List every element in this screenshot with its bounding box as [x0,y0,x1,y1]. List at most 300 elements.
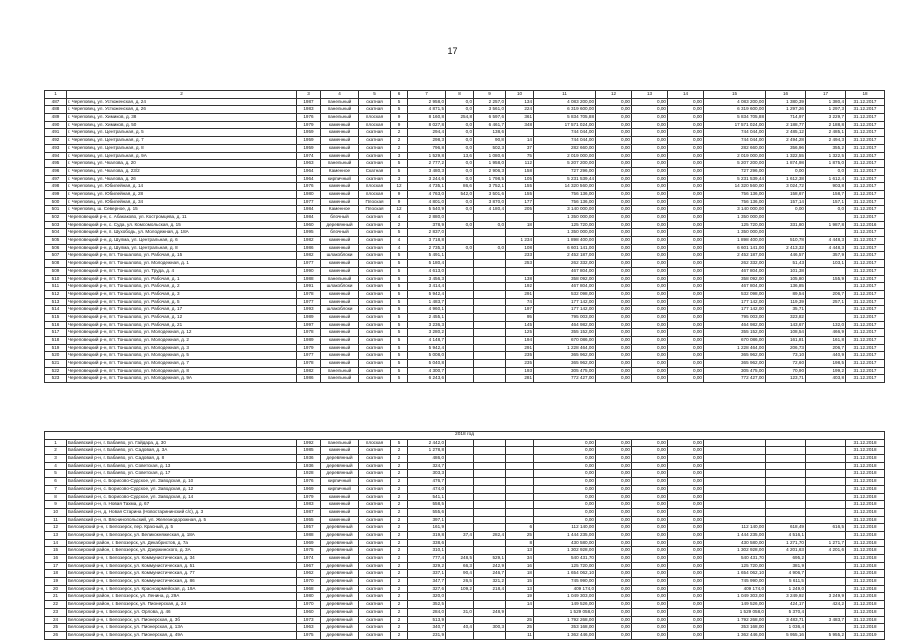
table-cell [446,547,474,555]
table-cell: 31.12.2018 [846,524,885,532]
table-cell: каменный [321,352,359,360]
table-row [45,344,885,352]
table-cell: 31.12.2017 [846,175,885,183]
table-cell: 467 804,00 [704,283,766,291]
table-cell: панельный [321,275,359,283]
table-cell: 10 [45,508,67,516]
table-row [45,470,885,478]
table-cell: 5 [391,329,408,337]
table-cell: 5 [391,306,408,314]
table-cell: 31.12.2018 [846,478,885,486]
table-cell: 0,00 [632,462,668,470]
table-cell: 14 [506,137,534,145]
table-cell: 95 [506,313,534,321]
table-cell: 2 [391,631,408,639]
table-cell [806,585,846,593]
table-cell: 31.12.2017 [846,144,885,152]
table-cell: 0,00 [596,555,632,563]
table-row [45,539,885,547]
table-cell: 31.12.2017 [846,152,885,160]
table-cell: 254,8 [446,114,474,122]
table-cell: 5 207 200,00 [534,160,596,168]
table-cell: 0,00 [596,290,632,298]
column-number-cell: 9 [474,91,506,99]
table-cell: 1 278,8 [408,447,446,455]
table-row [45,439,885,447]
table-cell: 0,00 [596,183,632,191]
table-cell: 1960 [297,221,321,229]
table-cell: 0,00 [596,283,632,291]
table-cell: 2 [391,508,408,516]
table-cell: 430 580,00 [534,539,596,547]
table-cell [446,352,474,360]
table-cell: 262 332,00 [704,260,766,268]
table-cell: г. Череповец, ул. Центральная, д. 7 [67,137,297,145]
table-cell: Череповецкий р-н, пгт. Тоншалово, ул. Молодежная, д. 9А [67,375,297,383]
table-cell: 0,00 [632,244,668,252]
table-cell: 490 [45,121,67,129]
table-cell: 177 142,00 [704,298,766,306]
table-cell: 1985 [297,447,321,455]
table-cell: 1959 [297,137,321,145]
table-cell: 134 [506,98,534,106]
table-cell: 112 140,00 [534,524,596,532]
table-cell: 1 654 062,10 [534,570,596,578]
table-cell: 31.12.2017 [846,129,885,137]
table-cell: 540 431,70 [704,555,766,563]
table-cell [806,455,846,463]
table-cell: шлакоблоки [321,283,359,291]
table-cell: 0,00 [596,570,632,578]
table-cell: 430 580,00 [704,539,766,547]
table-cell: 125 720,00 [704,562,766,570]
table-cell: 0,00 [596,198,632,206]
table-cell [806,555,846,563]
table-cell: 2 188,77 [766,121,806,129]
table-cell: 355 152,00 [704,329,766,337]
housing-table-2018 [44,431,885,640]
table-cell [506,447,534,455]
table-cell: 0,00 [668,478,704,486]
table-cell: 0,00 [632,321,668,329]
table-cell: 1982 [297,367,321,375]
table-cell: 1 080,6 [474,152,506,160]
table-cell: 1974 [297,555,321,563]
table-cell: 3 229,7 [806,114,846,122]
table-cell: 0,00 [668,493,704,501]
table-cell [446,321,474,329]
table-cell: плоская [359,121,391,129]
table-cell: 6 597,6 [474,114,506,122]
table-cell: 246,7 [474,570,506,578]
table-cell: 0,00 [632,306,668,314]
table-cell: 0,00 [766,167,806,175]
table-cell: 1 529,8 [408,152,446,160]
table-cell [766,470,806,478]
table-cell: 0,00 [668,524,704,532]
table-cell: 1983 [297,106,321,114]
table-cell: 1976 [297,183,321,191]
table-cell: 355 152,00 [534,329,596,337]
table-cell: 138 [506,275,534,283]
table-cell: 31.12.2017 [846,198,885,206]
table-cell [474,298,506,306]
table-cell: 31.12.2017 [846,290,885,298]
table-cell: 0,00 [534,493,596,501]
table-cell: Бабаевский р-н, г. Бабаево, ул. Гайдара, д. 30 [67,439,297,447]
table-cell: 0,00 [534,439,596,447]
table-cell: 0,00 [668,562,704,570]
table-cell: 2 [45,447,67,455]
table-cell: 1970 [297,601,321,609]
table-cell: 358 092,00 [534,275,596,283]
table-cell: 467 804,00 [534,283,596,291]
table-row [45,601,885,609]
table-cell [766,478,806,486]
table-cell: 1983 [297,501,321,509]
table-cell: 31.12.2018 [846,493,885,501]
table-row [45,121,885,129]
table-cell: 338,6 [408,539,446,547]
table-cell [446,516,474,524]
table-cell: 16 [45,555,67,563]
table-cell: г. Череповец, ул. Химиков, д. 50 [67,121,297,129]
table-cell: Белозерский р-н, г. Белозерск, ул. Коммунистическая, д. 77 [67,570,297,578]
table-cell: скатная [359,375,391,383]
table-cell: 31.12.2017 [846,306,885,314]
table-cell: 505 [45,237,67,245]
table-cell: Череповецкий р-н, д. Шулма, ул. Центральная, д. 8 [67,244,297,252]
table-cell [474,539,506,547]
table-cell: 31.12.2017 [846,298,885,306]
table-row [45,462,885,470]
table-cell: деревянный [321,578,359,586]
table-cell: 37 [506,144,534,152]
table-cell: 381,9 [766,562,806,570]
table-cell: 31.12.2017 [846,260,885,268]
table-row [45,267,885,275]
column-number-cell: 1 [45,91,67,99]
table-cell: 1978 [297,290,321,298]
table-cell [446,462,474,470]
table-cell: 0,00 [668,237,704,245]
table-cell [446,290,474,298]
table-cell: г. Череповец, ул. Юбилейная, д. 34 [67,198,297,206]
table-cell: 502,3 [474,144,506,152]
table-cell: скатная [359,493,391,501]
table-cell: 0,00 [632,447,668,455]
table-cell: 0,00 [668,290,704,298]
table-cell: 511 [45,283,67,291]
table-cell: 1 612,4 [806,175,846,183]
table-cell: 17 571 024,00 [534,121,596,129]
table-cell: 744 044,00 [704,137,766,145]
table-cell: 31,0 [446,608,474,616]
table-row [45,585,885,593]
table-cell: 1 302 928,00 [534,547,596,555]
table-cell: 17 571 024,00 [704,121,766,129]
table-cell: 424,17 [766,601,806,609]
table-cell: 0,00 [668,608,704,616]
table-cell: 1988 [297,275,321,283]
table-cell: скатная [359,137,391,145]
table-cell [806,485,846,493]
table-row [45,221,885,229]
table-cell: 0,00 [668,547,704,555]
table-cell: Белозерский р-н, г. Белозерск, ул. Красноармейская, д. 19А [67,585,297,593]
table-cell: кирпичный [321,485,359,493]
table-cell [446,470,474,478]
table-cell: 253 [506,260,534,268]
table-row [45,329,885,337]
table-cell: 1982 [297,237,321,245]
table-cell [446,252,474,260]
table-cell: 0,00 [668,152,704,160]
table-cell: 0,00 [632,516,668,524]
table-cell: 0,00 [596,137,632,145]
table-cell: 8 [506,539,534,547]
table-cell: 72,60 [766,360,806,368]
table-cell: 3 024,72 [766,183,806,191]
table-cell: 0,00 [668,260,704,268]
table-cell [446,508,474,516]
table-cell: 466,9 [806,329,846,337]
table-cell: 2 735,3 [408,244,446,252]
table-cell: 1964 [297,175,321,183]
table-cell [704,470,766,478]
table-cell: 242,9 [474,562,506,570]
table-cell: каменный [321,152,359,160]
table-cell: 2 [391,144,408,152]
table-cell: 0,00 [596,375,632,383]
table-cell: 0,00 [596,129,632,137]
table-cell: скатная [359,624,391,632]
table-cell: панельный [321,114,359,122]
table-cell [474,337,506,345]
table-cell: 5 [391,229,408,237]
table-cell: Череповецкий р-н, пгт. Тоншалово, ул. Рабочая, д. 3 [67,290,297,298]
table-cell: 518 [45,337,67,345]
year-section-row [45,432,885,440]
table-cell: деревянный [321,455,359,463]
table-cell: 514 [45,306,67,314]
table-cell: 1 362 446,00 [534,631,596,639]
table-cell: 155,9 [806,275,846,283]
table-cell: 13,6 [446,152,474,160]
table-cell [766,493,806,501]
table-cell: 0,00 [632,275,668,283]
table-cell: 31.12.2018 [846,578,885,586]
table-cell: каменный [321,321,359,329]
table-cell: 1978 [297,329,321,337]
table-cell: деревянный [321,608,359,616]
table-cell: 0,0 [446,121,474,129]
table-cell: 2 [391,501,408,509]
table-cell: 31.12.2018 [846,616,885,624]
table-cell: 0,00 [632,329,668,337]
table-cell: деревянный [321,539,359,547]
table-cell [474,313,506,321]
table-cell [474,375,506,383]
table-row [45,562,885,570]
table-cell: 0,00 [668,462,704,470]
table-cell: 0,00 [668,229,704,237]
table-cell: г. Череповец, ул. Центральная, д. 5 [67,129,297,137]
table-cell: 108 [506,244,534,252]
table-cell: 0,00 [632,547,668,555]
table-cell: 756 136,00 [534,190,596,198]
table-cell: 1 049 303,00 [704,593,766,601]
table-cell: 0,00 [668,539,704,547]
table-cell: 542,0 [446,190,474,198]
table-cell [474,524,506,532]
table-cell: плоская [359,114,391,122]
table-cell: 218,4 [474,585,506,593]
table-cell: 4 180,4 [474,206,506,214]
table-cell: 1 234 [506,237,534,245]
table-cell: 31.12.2017 [846,283,885,291]
table-cell: 513 [45,298,67,306]
table-cell: 0,00 [632,493,668,501]
table-cell: 2 452 187,00 [534,252,596,260]
table-cell: Белозерский район, г. Белозерск, ул. Дзержинского, д. 3А [67,547,297,555]
table-cell: 0,00 [632,570,668,578]
table-cell: 1969 [297,539,321,547]
table-cell: 305 475,00 [534,367,596,375]
table-cell [806,608,846,616]
table-cell: 74 [506,298,534,306]
table-cell [704,478,766,486]
table-cell: Бабаевский р-н, г. Бабаево, ул. Советская, д. 17 [67,470,297,478]
table-cell: 4 801,0 [408,198,446,206]
table-cell: плоская [359,439,391,447]
table-cell: 1 529 058,0 [534,608,596,616]
table-cell: 4 448,3 [806,237,846,245]
table-cell: 281 [506,375,534,383]
table-cell: 516 [45,321,67,329]
table-cell: 618,49 [766,524,806,532]
table-cell: 1977 [297,298,321,306]
table-cell: панельный [321,375,359,383]
table-row [45,631,885,639]
table-cell: 5 942,4 [408,344,446,352]
table-cell: 0,00 [596,298,632,306]
table-cell: 3 480,3 [408,167,446,175]
table-cell: 2 [391,624,408,632]
table-cell [806,501,846,509]
table-cell: 5 [391,106,408,114]
table-row [45,352,885,360]
table-row [45,321,885,329]
table-cell [806,570,846,578]
table-cell [446,601,474,609]
table-row [45,283,885,291]
table-cell: 224 [506,106,534,114]
table-cell: 0,00 [632,98,668,106]
table-cell: 0,00 [596,547,632,555]
table-cell: 0,00 [668,267,704,275]
table-cell: 25 [506,624,534,632]
table-cell: 25 [506,616,534,624]
table-cell: 323,82 [766,313,806,321]
housing-table-2017 [44,90,885,383]
table-cell: 0,00 [668,298,704,306]
table-cell: 0,00 [668,352,704,360]
table-cell: 37,4 [446,531,474,539]
table-cell: 105 [506,175,534,183]
table-cell: 0,00 [632,160,668,168]
table-cell: 0,00 [596,190,632,198]
table-cell: каменный [321,144,359,152]
table-cell: 143,67 [766,321,806,329]
table-cell: 0,00 [668,631,704,639]
table-cell: 795 003,00 [704,313,766,321]
table-cell: 0,00 [596,478,632,486]
table-cell: 2 [391,137,408,145]
column-number-row [45,91,885,99]
table-cell: Бабаевский р-н, с. Борисово-Судское, ул. Заводская, д. 10 [67,478,297,486]
table-cell: 2 [391,547,408,555]
table-cell: 31.12.2017 [846,121,885,129]
table-cell: 0,00 [632,455,668,463]
table-cell: 0,00 [632,508,668,516]
table-cell: 2 494,3 [806,137,846,145]
table-cell: 2 [391,539,408,547]
table-cell [474,470,506,478]
table-row [45,244,885,252]
table-cell: 155 [506,183,534,191]
table-cell: 0,0 [446,244,474,252]
table-cell: 5 008,0 [408,352,446,360]
table-cell: Плоская [359,198,391,206]
table-cell: 31.12.2018 [846,585,885,593]
table-cell: 0,00 [632,337,668,345]
table-cell: 1987 [297,508,321,516]
table-cell: 1979 [297,344,321,352]
table-row [45,206,885,214]
table-cell [506,455,534,463]
table-cell: деревянный [321,570,359,578]
table-cell: 5 [391,360,408,368]
table-cell: 31.12.2017 [846,337,885,345]
table-cell: 4 960,1 [408,306,446,314]
table-row [45,106,885,114]
table-cell: 353 168,00 [704,624,766,632]
column-number-cell: 18 [846,91,885,99]
table-cell: 40,4 [446,624,474,632]
table-cell [474,616,506,624]
table-cell [766,501,806,509]
table-cell: 491 [45,129,67,137]
table-row [45,508,885,516]
table-cell: 0,00 [668,531,704,539]
table-cell: 6 [45,478,67,486]
table-cell: 5 955,2 [806,631,846,639]
table-cell: 262 332,00 [534,260,596,268]
table-cell: скатная [359,616,391,624]
table-cell: 0,00 [632,114,668,122]
table-cell: 26,5 [446,578,474,586]
table-cell: 31.12.2018 [846,539,885,547]
table-cell: 235 [506,360,534,368]
table-cell: 1 792 268,00 [534,616,596,624]
table-cell: каменный [321,344,359,352]
table-cell: скатная [359,578,391,586]
table-cell: 0,00 [668,221,704,229]
table-cell: 0,00 [632,190,668,198]
table-cell: Бабаевский р-н, с. Борисово-Судское, ул. Заводская, д. 12 [67,485,297,493]
table-cell: блочный [321,214,359,222]
